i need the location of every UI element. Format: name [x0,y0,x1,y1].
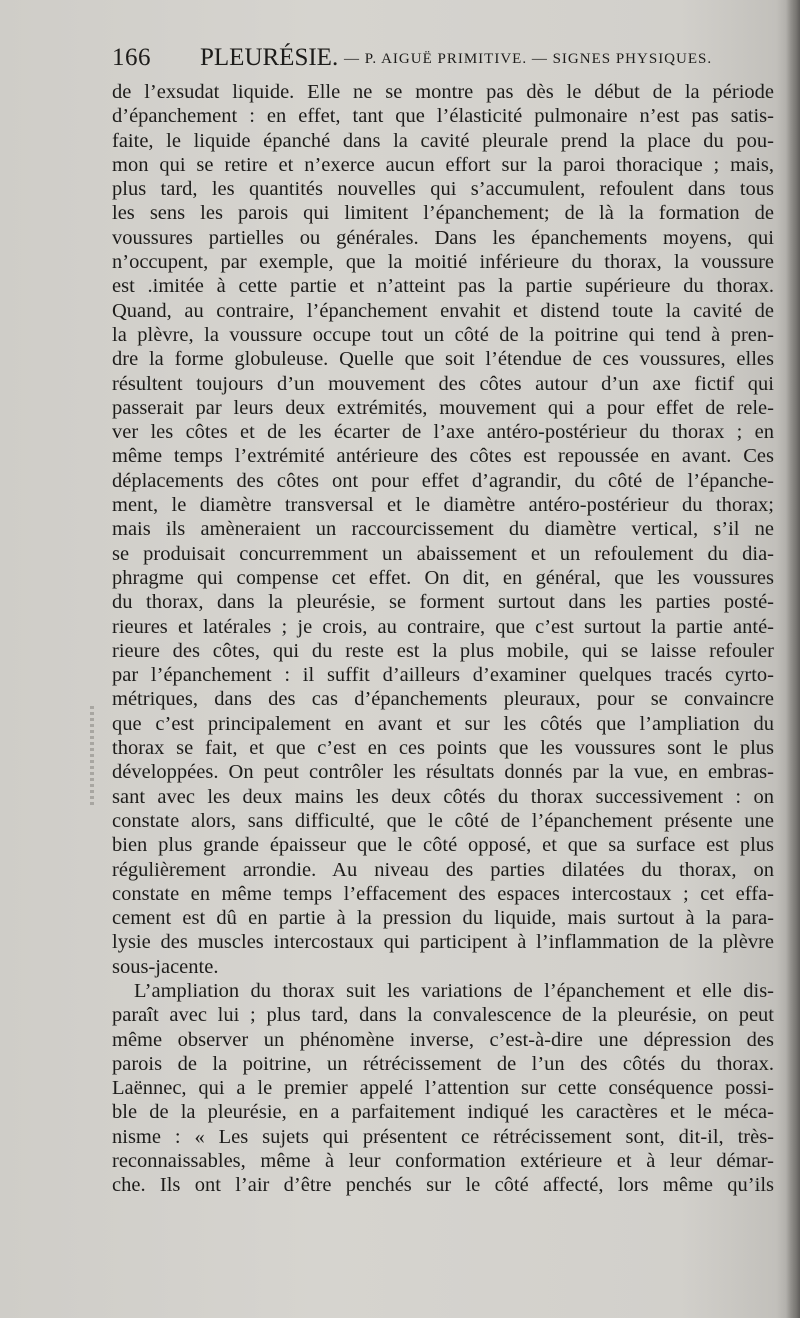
text-line: résultent toujours d’un mouvement des côtes autour d’un axe fictif qui [112,372,774,395]
body-text [112,80,774,1198]
text-line: dre la forme globuleuse. Quelle que soit l’étendue de ces voussures, elles [112,348,774,371]
running-title: PLEURÉSIE. [200,44,339,71]
text-line: rieure des côtes, qui du reste est la plus mobile, qui se laisse refouler [112,639,774,662]
text-line: thorax se fait, et que c’est en ces points que les voussures sont le plus [112,737,774,760]
text-line: d’épanchement : en effet, tant que l’élasticité pulmonaire n’est pas satis- [112,105,774,128]
text-line: ment, le diamètre transversal et le diamètre antéro-postérieur du thorax; [112,494,774,517]
text-line: paraît avec lui ; plus tard, dans la convalescence de la pleurésie, on peut [112,1004,774,1027]
text-line: même temps l’extrémité antérieure des côtes est repoussée en avant. Ces [112,445,774,468]
text-line: même observer un phénomène inverse, c’est-à-dire une dépression des [112,1028,774,1051]
text-line: Quand, au contraire, l’épanchement envahit et distend toute la cavité de [112,299,774,322]
text-line: ble de la pleurésie, en a parfaitement indiqué les caractères et le méca- [112,1101,774,1124]
text-line: la plèvre, la voussure occupe tout un côté de la poitrine qui tend à pren- [112,323,774,346]
text-line: voussures partielles ou générales. Dans les épanchements moyens, qui [112,226,774,249]
text-line: plus tard, les quantités nouvelles qui s’accumulent, refoulent dans tous [112,178,774,201]
text-line: sant avec les deux mains les deux côtés du thorax successivement : on [112,785,774,808]
text-line: se produisait concurremment un abaissement et un refoulement du dia- [112,542,774,565]
text-line: par l’épanchement : il suffit d’ailleurs d’examiner quelques tracés cyrto- [112,664,774,687]
text-line: bien plus grande épaisseur que le côté opposé, et que sa surface est plus [112,834,774,857]
text-line: métriques, dans des cas d’épanchements pleuraux, pour se convaincre [112,688,774,711]
text-line: cement est dû en partie à la pression du liquide, mais surtout à la para- [112,907,774,930]
text-line: régulièrement arrondie. Au niveau des parties dilatées du thorax, on [112,858,774,881]
page-edge-shadow [786,0,800,1318]
text-line: est .imitée à cette partie et n’atteint pas la partie supérieure du thorax. [112,275,774,298]
text-line: Laënnec, qui a le premier appelé l’attention sur cette conséquence possi- [112,1077,774,1100]
page-number: 166 [112,44,151,71]
text-line: reconnaissables, même à leur conformation extérieure et à leur démar- [112,1150,774,1173]
running-header [112,44,784,76]
text-line: déplacements des côtes ont pour effet d’agrandir, du côté de l’épanche- [112,469,774,492]
margin-smudge [90,706,94,806]
text-line: mon qui se retire et n’exerce aucun effort sur la paroi thoracique ; mais, [112,153,774,176]
text-line: lysie des muscles intercostaux qui participent à l’inflammation de la plèvre [112,931,774,954]
text-line: de l’exsudat liquide. Elle ne se montre pas dès le début de la période [112,81,774,103]
text-line: phragme qui compense cet effet. On dit, en général, que les voussures [112,566,774,589]
paragraph-first-line: L’ampliation du thorax suit les variations de l’épanchement et elle dis- [134,979,774,1002]
text-line: ver les côtes et de les écarter de l’axe antéro-postérieur du thorax ; en [112,421,774,444]
running-subtitle: — P. AIGUË PRIMITIVE. — SIGNES PHYSIQUES. [344,51,713,67]
text-line: constate alors, sans difficulté, que le côté de l’épanchement présente une [112,809,774,832]
text-line: nisme : « Les sujets qui présentent ce rétrécissement sont, dit-il, très- [112,1125,774,1148]
text-line: que c’est principalement en avant et sur les côtés que l’ampliation du [112,712,774,735]
text-line: mais ils amèneraient un raccourcissement du diamètre vertical, s’il ne [112,518,774,541]
text-line: n’occupent, par exemple, que la moitié inférieure du thorax, la voussure [112,251,774,274]
text-line: parois de la poitrine, un rétrécissement de l’un des côtés du thorax. [112,1052,774,1075]
text-line: du thorax, dans la pleurésie, se forment surtout dans les parties posté- [112,591,774,614]
text-line: faite, le liquide épanché dans la cavité pleurale prend la place du pou- [112,129,774,152]
text-line: che. Ils ont l’air d’être penchés sur le côté affecté, lors même qu’ils [112,1174,774,1197]
text-line: développées. On peut contrôler les résultats donnés par la vue, en embras- [112,761,774,784]
text-line: passerait par leurs deux extrémités, mouvement qui a pour effet de rele- [112,396,774,419]
text-line: constate en même temps l’effacement des espaces intercostaux ; cet effa- [112,882,774,905]
text-line: les sens les parois qui limitent l’épanchement; de là la formation de [112,202,774,225]
text-line: sous-jacente. [112,955,219,978]
text-line: rieures et latérales ; je crois, au contraire, que c’est surtout la partie anté- [112,615,774,638]
